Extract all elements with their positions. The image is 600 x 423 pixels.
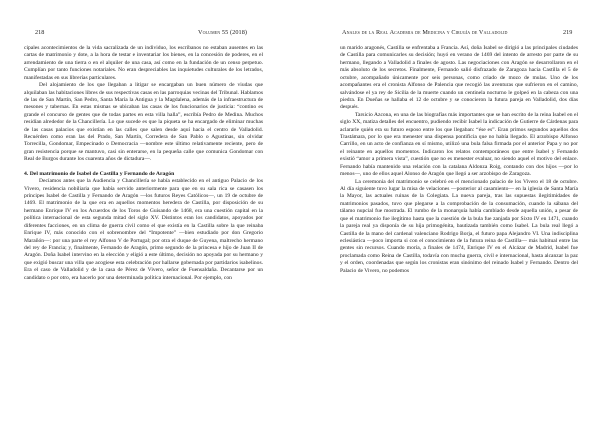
running-head: Anales de la Real Academia de Medicina y Cirugía de Valladolid bbox=[342, 29, 508, 36]
section-heading: 4. Del matrimonio de Isabel de Castilla y Fernando de Aragón bbox=[24, 170, 175, 177]
paragraph: Del alojamiento de los que llegaban a litigar se encargaban un buen número de viudas que alquilaban las habitaciones libres de sus respectivas casas en las parroquias vecinas del Tribunal. Hablamos de las de San Martín, San Pedro, Santa María la Antigua y la Magdalena, además de la infraestructura de mesones y tabernas. En estas mismas se ubicaban las casas de los funcionarios de justicia: “contino es grande el concurso de gentes que de todas partes en esta villa halla”, escribía Pedro de Medina. Muchos residían alrededor de la Chancillería. Lo que sucede es que la piqueta se ha encargado de eliminar muchas de las casas palacios que existían en las calles que salen desde aquí hacia el centro de Valladolid. Recuérden como eran las del Prado, San Martín, Corredera de San Pablo o Agustinas, sin olvidar Torrecilla, Gondomar, Empecinado o Democracia —nombre este último relativamente reciente, pero de gran resistencia porque se mantuvo, casi sin enterarse, en la pequeña calle que comunica Gondomar con Real de Burgos durante los cuarenta años de dictadura—. bbox=[24, 82, 263, 163]
page-number: 218 bbox=[35, 29, 45, 36]
right-page-body bbox=[340, 45, 578, 275]
paragraph: Decíamos antes que la Audiencia y Chancillería se había establecido en el antiguo Palacio de los Vivero, residencia nobiliaria que había servido anteriormente para que en su sala rica se casasen los príncipes Isabel de Castilla y Fernando de Aragón —los futuros Reyes Católicos—, un 19 de octubre de 1469. El matrimonio de la que era en aquellos momentos heredera de Castilla, por disposición de su hermano Enrique IV en los Acuerdos de los Toros de Guisando de 1468, era una cuestión capital en la política internacional de esta segunda mitad del siglo XV. Distintos eran los candidatos, apoyados por diferentes facciones, en un clima de guerra civil como el que existía en la Castilla sobre la que reinaba Enrique IV, más conocido con el sobrenombre del “Impotente” —bien estudiado por don Gregorio Marañón—: por una parte el rey Alfonso V de Portugal; por otra el duque de Guyena, maltrecho hermano del rey de Francia; y, finalmente, Fernando de Aragón, primo segundo de la princesa e hijo de Juan II de Aragón. Doña Isabel intervino en la elección y eligió a este último, decisión no apoyada por su hermano y que exigió buscar una villa que acogiese esta celebración por hallarse gobernada por partidarios isabelinos. Era el caso de Valladolid y de la casa de Pérez de Vivero, señor de Fuensaldaña. Decantarse por un candidato o por otro, era hacerlo por una determinada política internacional. Por ejemplo, con bbox=[24, 178, 263, 281]
page-number: 219 bbox=[563, 29, 573, 36]
paragraph: cipales acontecimientos de la vida sacralizada de un individuo, los escribanos no estaban ausentes en las cartas de matrimonio y dote, a la hora de testar e inventariar los bienes, en la concesión de poderes, en el arrendamiento de una tierra o en el alquiler de una casa, así como en la fundación de un censo perpetuo. Cumplían por tanto funciones notariales. No eran despreciables las inquietudes culturales de los letrados, manifestadas en sus librerías particulares. bbox=[24, 45, 263, 81]
paragraph: un marido aragonés, Castilla se enfrentaba a Francia. Así, doña Isabel se dirigió a las principales ciudades de Castilla para comunicarles su decisión; huyó en verano de 1469 del intento de arresto por parte de su hermano, llegando a Valladolid a finales de agosto. Las negociaciones con Aragón se desarrollaron en el más absoluto de los secretos. Finalmente, Fernando salió disfrazado de Zaragoza hacia Castilla el 5 de octubre, acompañado únicamente por seis personas, como criado de mozo de mulas. Uno de los acompañantes era el cronista Alfonso de Palencia que recogió las aventuras que sufrieron en el camino, salvándose el ya rey de Sicilia de la muerte cuando un centinela nocturno le golpeó en la cabeza con una piedra. En Dueñas se hallaba el 12 de octubre y se conocieron la futura pareja en Valladolid, dos días después. bbox=[340, 45, 578, 111]
paragraph: Tarsicio Azcona, en una de las biografías más importantes que se han escrito de la reina Isabel en el siglo XX, matiza detalles del encuentro, pudiendo recibir Isabel la indicación de Gutierre de Cárdenas para aclararle quién era su futuro esposo entre los que llegaban: “ése es”. Eran primos segundos aquellos dos Trastámara, por lo que era menester una dispensa pontificia que no había llegado. El arzobispo Alfonso Carrillo, en un acto de confianza en sí mismo, utilizó una bula falsa firmada por el anterior Papa y no por el reinante en aquellos momentos. Indicaron los relatos contemporáneos que entre Isabel y Fernando existió “amor a primera vista”, cuestión que no es menester evaluar, no siendo aquel el motivo del enlace. Fernando había mantenido una relación con la catalana Aldonza Roig, contando con dos hijos —por lo menos—, uno de ellos aquel Alonso de Aragón que llegó a ser arzobispo de Zaragoza. bbox=[340, 111, 578, 178]
right-page bbox=[300, 0, 600, 423]
paragraph: La ceremonia del matrimonio se celebró en el mencionado palacio de los Vivero el 18 de octubre. Al día siguiente tuvo lugar la misa de velaciones —posterior al casamiento— en la iglesia de Santa María la Mayor, las actuales ruinas de la Colegiata. La nueva pareja, tras las supuestas ilegitimidades de matrimonios pasados, tuvo que plegarse a la comprobación de la consumación, cuando la sábana del tálamo nupcial fue mostrada. El rumbo de la monarquía había cambiado desde aquella unión, a pesar de que el matrimonio fue ilegítimo hasta que la cuestión de la bula fue zanjada por Sixto IV en 1471, cuando la pareja real ya disponía de su hija primogénita, bautizada también como Isabel. La bula real llegó a Castilla de la mano del cardenal valenciano Rodrigo Borja, el futuro papa Alejandro VI. Una indisciplina eclesiástica —poco importa si con el conocimiento de la futura reina de Castilla— más habitual entre las gentes sin recursos. Cuando moría, a finales de 1474, Enrique IV en el Alcázar de Madrid, Isabel fue proclamada como Reina de Castilla, todavía con mucha guerra, civil e internacional, hasta alcanzar la paz y el orden, coordenadas que según los cronistas eran sinónimo del reinado Isabel y Fernando. Dentro del Palacio de Vivero, no podemos bbox=[340, 178, 578, 274]
left-page-body bbox=[24, 45, 263, 282]
running-head: Volumen 55 (2018) bbox=[198, 29, 248, 36]
